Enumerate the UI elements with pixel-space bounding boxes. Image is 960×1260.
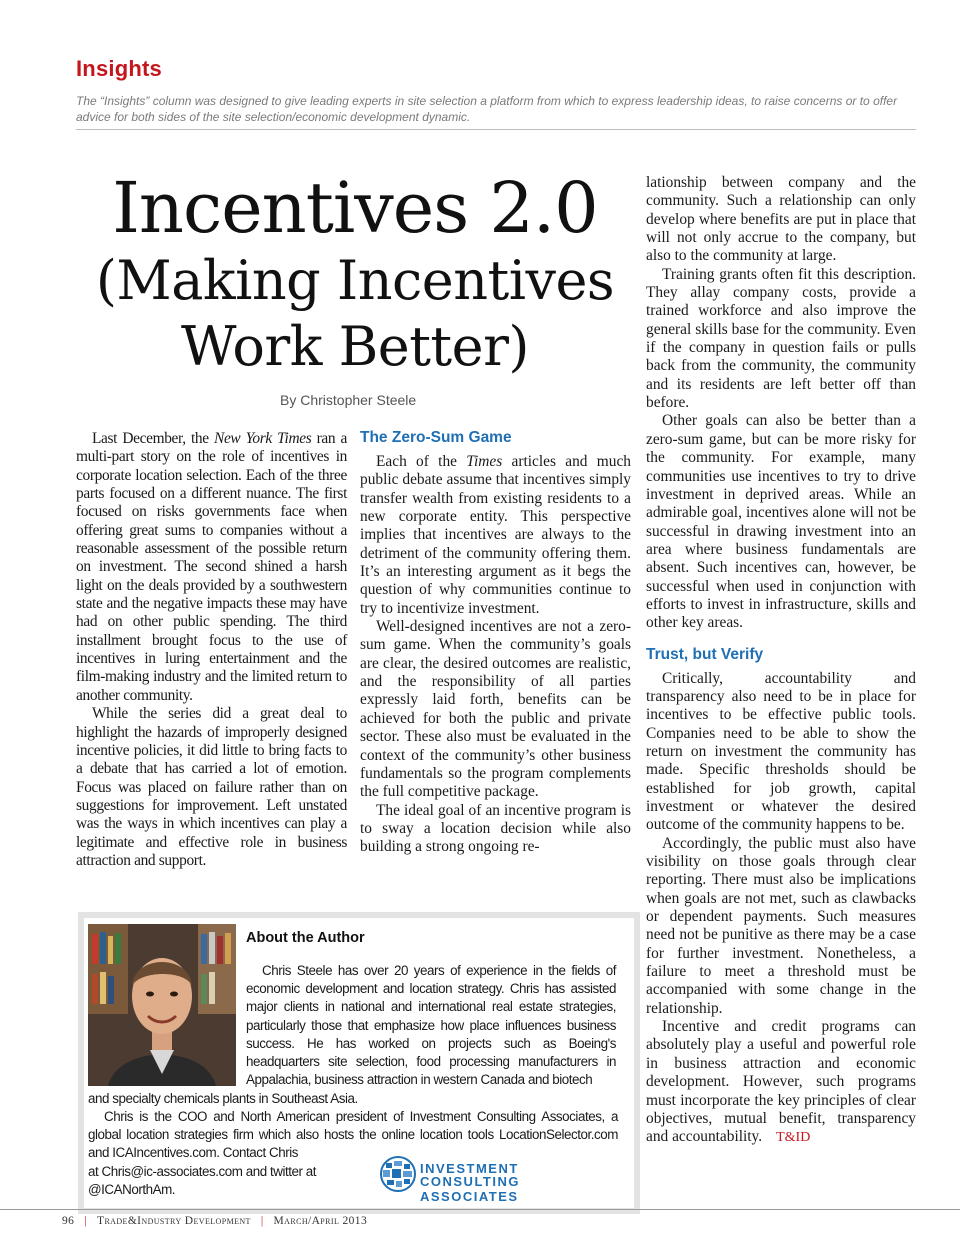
paragraph: lationship between company and the community. Such a relationship can only develop where benefits are put in place that will not only accrue to the company, but also to the community at large. [646,174,916,265]
subheading-zero-sum: The Zero-Sum Game [360,429,512,446]
publication-title: Trade&Industry Development [97,1215,251,1227]
subheading-trust-verify: Trust, but Verify [646,645,764,663]
author-bio-paragraph: Chris Steele has over 20 years of experience in the fields of economic development and location strategy. Chris has assisted major clients in national and international real estate strategies, particularly those that emphasize how place influences business success. He has worked on projects such as Boeing's headquarters site selection, food processing manufacturers in Appalachia, business attraction in western Canada and biotech [246,963,616,1088]
paragraph: Accordingly, the public must also have visibility on those goals through clear reporting. There must also be implications when goals are not met, such as clawbacks or dependent payments. Such measures need not be punitive as there may be a case for further investment. Nonetheless, a failure to meet a threshold must be accompanied with some change in the relationship. [646,834,916,1017]
author-photo [88,924,236,1086]
article-headline [60,168,650,380]
page-footer [62,1215,367,1227]
author-contact: at Chris@ic-associates.com and twitter at @ICANorthAm. [88,1164,317,1198]
end-mark: T&ID [776,1130,811,1146]
paragraph: Last December, the New York Times ran a multi-part story on the role of incentives in corporate location selection. Each of the three parts focused on a different nuance. The first focused on risks governments face when offering great sums to companies without a reasonable assessment of the possible return on investment. The second shined a harsh light on the deals provided by a southwestern state and the negative impacts these may have had on other public spending. The third installment brought focus to the use of incentives in luring entertainment and the film-making industry and the limited return to another community. [76,430,348,704]
globe-icon [378,1154,418,1194]
footer-divider [0,1209,960,1210]
author-box-title: About the Author [246,930,365,946]
publication-name: New York Times [214,430,312,447]
byline: By Christopher Steele [280,392,417,408]
paragraph: Well-designed incentives are not a zero-sum game. When the community’s goals are clear, the desired outcomes are realistic, and the responsibility of all parties expressly laid forth, benefits can be achieved for both the public and private sector. These also must be evaluated in the context of the community’s other business fundamentals so the program complements the full competitive package. [360,618,631,801]
publication-name: Times [466,453,503,470]
paragraph: Other goals can also be better than a zero-sum game, but can be more risky for the community. For example, many communities use incentives to try to drive investment in deprived areas. While an admirable goal, incentives alone will not be successful in drawing investment into an area where business fundamentals are absent. Such incentives can, however, be successful when used in conjunction with efforts to invest in infrastructure, skills and other key areas. [646,412,916,632]
paragraph: While the series did a great deal to highlight the hazards of improperly designed incentive policies, it did little to bring facts to a debate that has carried a lot of emotion. Focus was placed on failure rather than on suggestions for improvement. Left unstated was the ways in which incentives can play a legitimate and effective role in business attraction and support. [76,705,347,869]
section-title: Insights [76,56,162,81]
paragraph: Each of the Times articles and much public debate assume that incentives simply transfer wealth from existing residents to a new corporate entity. This perspective implies that incentives are always to the detriment of the community offering them. It’s an interesting argument as it begs the question of why communities continue to try to incentivize investment. [360,453,631,617]
author-role-paragraph: Chris is the COO and North American president of Investment Consulting Associates, a global location strategies firm which also hosts the online location tools LocationSelector.com and ICAIncentives.com. Contact Chris [88,1109,618,1161]
page-number: 96 [62,1215,75,1227]
logo-text-line-1: INVESTMENT [420,1161,519,1176]
header-divider [76,129,916,130]
issue-date: March/April 2013 [273,1215,368,1227]
paragraph: The ideal goal of an incentive program is to sway a location decision while also building a strong ongoing re- [360,801,631,856]
article-column-1 [76,430,347,870]
paragraph: Incentive and credit programs can absolutely play a useful and powerful role in business attraction and economic development. However, such programs must incorporate the key principles of clear objectives, mutual benefit, transparency and accountability. T&ID [646,1018,916,1146]
logo-text-line-2: CONSULTING ASSOCIATES [420,1174,520,1204]
headline-line-3: Work Better) [181,315,529,378]
paragraph: Training grants often fit this description. They allay company costs, provide a trained workforce and also improve the general skills base for the community. Even if the company in question fails or pulls back from the community, the community and its residents are left better off than before. [646,265,916,412]
author-bio-continued: and specialty chemicals plants in Southeast Asia. [88,1091,358,1106]
headline-line-2: (Making Incentives [95,249,615,312]
ica-logo [378,1152,618,1204]
headline-line-1: Incentives 2.0 [112,167,598,249]
paragraph: Critically, accountability and transparency also need to be in place for incentives to be effective public tools. Companies need to be able to show the return on investment the community has made. Specific thresholds should be established for job growth, capital investment or whatever the desired outcome of the community happens to be. [646,669,916,834]
article-column-2 [360,428,631,857]
section-description: The “Insights” column was designed to give leading experts in site selection a platform from which to express leadership ideas, to raise concerns or to offer advice for both sides of the site selection/economic development dynamic. [76,94,898,124]
article-column-3 [646,174,916,1148]
footer-separator: | [260,1215,264,1227]
footer-separator: | [84,1215,88,1227]
